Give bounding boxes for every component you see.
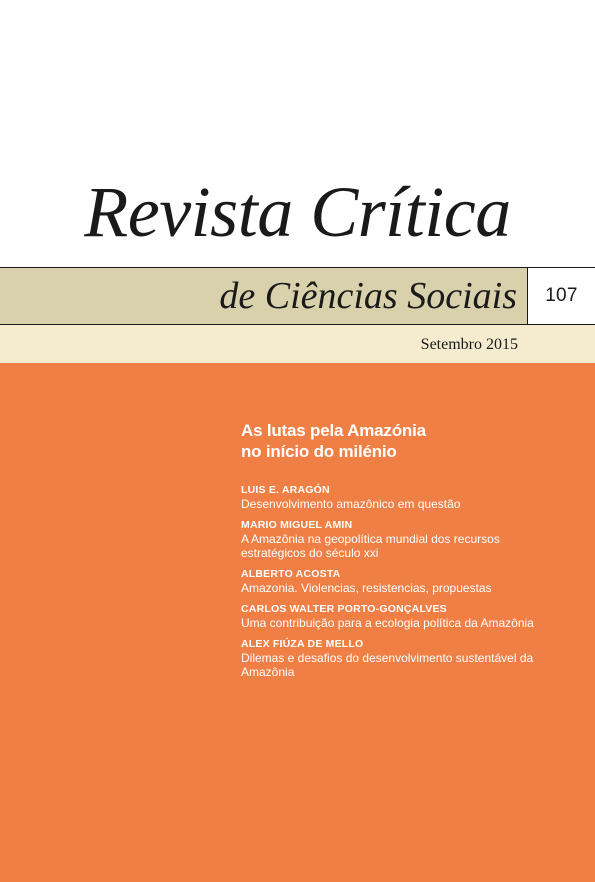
article-author: LUIS E. ARAGÓN bbox=[241, 484, 330, 496]
journal-title: Revista Crítica bbox=[84, 172, 511, 252]
table-of-contents bbox=[241, 420, 541, 687]
article-author: CARLOS WALTER PORTO-GONÇALVES bbox=[241, 603, 447, 615]
contents-panel bbox=[0, 363, 595, 882]
issue-box bbox=[527, 267, 595, 325]
issue-number: 107 bbox=[545, 285, 578, 306]
article-title: Dilemas e desafios do desenvolvimento sustentável da Amazônia bbox=[241, 651, 534, 679]
subtitle-band bbox=[0, 267, 527, 325]
journal-subtitle: de Ciências Sociais bbox=[219, 275, 517, 317]
theme-line-2: no início do milénio bbox=[241, 442, 397, 461]
article-title: A Amazônia na geopolítica mundial dos recursos estratégicos do século xxi bbox=[241, 532, 500, 560]
theme-line-1: As lutas pela Amazónia bbox=[241, 421, 426, 440]
article-author: MARIO MIGUEL AMIN bbox=[241, 519, 353, 531]
article-title: Amazonia. Violencias, resistencias, propuestas bbox=[241, 581, 492, 595]
article-entry bbox=[241, 484, 541, 511]
issue-date: Setembro 2015 bbox=[420, 336, 518, 353]
article-author: ALEX FIÚZA DE MELLO bbox=[241, 638, 364, 650]
article-title: Uma contribuição para a ecologia política da Amazônia bbox=[241, 616, 534, 630]
article-author: ALBERTO ACOSTA bbox=[241, 568, 341, 580]
article-entry bbox=[241, 568, 541, 595]
date-band bbox=[0, 325, 595, 363]
article-entry bbox=[241, 638, 541, 679]
issue-theme bbox=[241, 420, 541, 462]
article-title: Desenvolvimento amazônico em questão bbox=[241, 497, 461, 511]
article-entry bbox=[241, 603, 541, 630]
article-entry bbox=[241, 519, 541, 560]
